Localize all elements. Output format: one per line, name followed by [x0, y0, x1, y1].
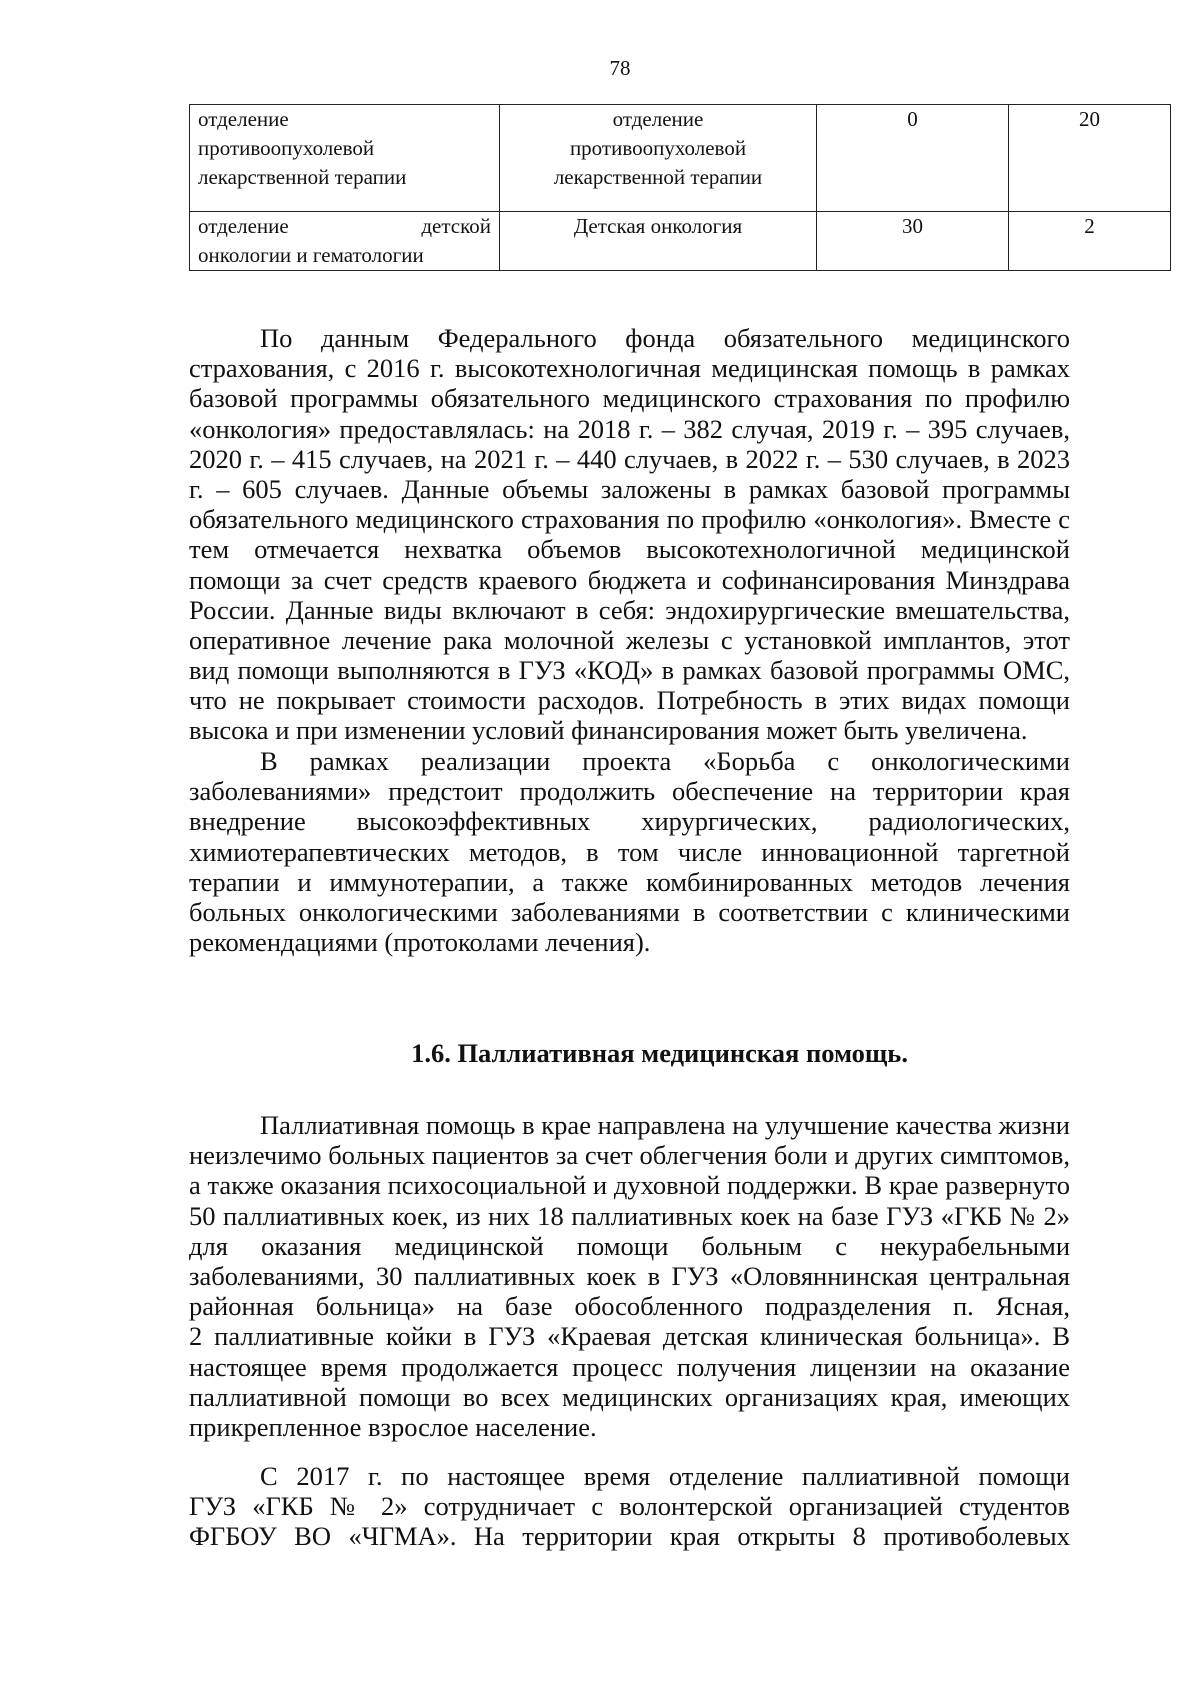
- text-line: больных онкологическими заболеваниями в соответствии с клиническими: [189, 896, 1070, 927]
- text-line: высока и при изменении условий финансирования может быть увеличена.: [189, 715, 1028, 746]
- text-line: помощи за счет средств краевого бюджета и софинансирования Минздрава: [189, 564, 1070, 595]
- text-line: а также оказания психосоциальной и духовной поддержки. В крае развернуто: [189, 1170, 1070, 1201]
- paragraph: [189, 323, 1070, 746]
- text-line: С 2017 г. по настоящее время отделение паллиативной помощи: [260, 1461, 1070, 1491]
- text-line: настоящее время продолжается процесс получения лицензии на оказание: [189, 1351, 1070, 1382]
- table-cell: отделение детской онкологии и гематологии: [190, 212, 500, 271]
- paragraph: [189, 1110, 1070, 1442]
- text-line: для оказания медицинской помощи больным с некурабельными: [189, 1230, 1070, 1261]
- text-line: прикрепленное взрослое население.: [189, 1411, 597, 1442]
- text-line: неизлечимо больных пациентов за счет облегчения боли и других симптомов,: [189, 1140, 1070, 1171]
- text-line: «онкология» предоставлялась: на 2018 г. – 382 случая, 2019 г. – 395 случаев,: [189, 413, 1070, 444]
- text-line: заболеваниями, 30 паллиативных коек в ГУЗ «Оловяннинская центральная: [189, 1260, 1070, 1291]
- text-line: базовой программы обязательного медицинского страхования по профилю: [189, 383, 1070, 414]
- text-line: 2020 г. – 415 случаев, на 2021 г. – 440 случаев, в 2022 г. – 530 случаев, в 2023: [189, 443, 1070, 474]
- table-row: [190, 212, 1171, 271]
- page-number: 78: [609, 56, 631, 80]
- text-line: заболеваниями» предстоит продолжить обеспечение на территории края: [189, 776, 1070, 807]
- text-line: районная больница» на базе обособленного подразделения п. Ясная,: [189, 1291, 1070, 1322]
- text-line: В рамках реализации проекта «Борьба с онкологическими: [260, 746, 1070, 776]
- text-line: ГУЗ «ГКБ № 2» сотрудничает с волонтерской организацией студентов: [189, 1491, 1070, 1522]
- table-cell: Детская онкология: [500, 212, 817, 271]
- text-line: г. – 605 случаев. Данные объемы заложены в рамках базовой программы: [189, 473, 1070, 504]
- table-cell: отделение противоопухолевой лекарственной терапии: [500, 105, 817, 212]
- text-line: обязательного медицинского страхования по профилю «онкология». Вместе с: [189, 504, 1070, 535]
- text-line: тем отмечается нехватка объемов высокотехнологичной медицинской: [189, 534, 1070, 565]
- text-line: оперативное лечение рака молочной железы с установкой имплантов, этот: [189, 624, 1070, 655]
- text-line: химиотерапевтических методов, в том числе инновационной таргетной: [189, 836, 1070, 867]
- text-line: терапии и иммунотерапии, а также комбинированных методов лечения: [189, 866, 1070, 897]
- text-line: 2 паллиативные койки в ГУЗ «Краевая детская клиническая больница». В: [189, 1321, 1070, 1352]
- data-table: [189, 104, 1171, 271]
- table-cell: 20: [1009, 105, 1171, 212]
- text-line: 50 паллиативных коек, из них 18 паллиативных коек на базе ГУЗ «ГКБ № 2»: [189, 1200, 1070, 1231]
- table-cell: 0: [817, 105, 1009, 212]
- text-line: ФГБОУ ВО «ЧГМА». На территории края открыты 8 противоболевых: [189, 1521, 1070, 1552]
- text-line: По данным Федерального фонда обязательного медицинского: [260, 323, 1070, 353]
- text-line: рекомендациями (протоколами лечения).: [189, 927, 651, 958]
- text-line: внедрение высокоэффективных хирургических, радиологических,: [189, 806, 1070, 837]
- text-line: Паллиативная помощь в крае направлена на улучшение качества жизни: [260, 1110, 1070, 1140]
- text-line: страхования, с 2016 г. высокотехнологичная медицинская помощь в рамках: [189, 353, 1070, 384]
- text-line: вид помощи выполняются в ГУЗ «КОД» в рамках базовой программы ОМС,: [189, 655, 1070, 686]
- paragraph: [189, 746, 1070, 957]
- text-line: что не покрывает стоимости расходов. Потребность в этих видах помощи: [189, 685, 1070, 716]
- table-row: [190, 105, 1171, 212]
- table-cell: 30: [817, 212, 1009, 271]
- text-line: России. Данные виды включают в себя: эндохирургические вмешательства,: [189, 594, 1070, 625]
- table-cell: 2: [1009, 212, 1171, 271]
- section-heading: 1.6. Паллиативная медицинская помощь.: [411, 1038, 908, 1068]
- table-cell: отделение противоопухолевой лекарственной терапии: [190, 105, 500, 212]
- paragraph: [189, 1461, 1070, 1552]
- text-line: паллиативной помощи во всех медицинских организациях края, имеющих: [189, 1381, 1070, 1412]
